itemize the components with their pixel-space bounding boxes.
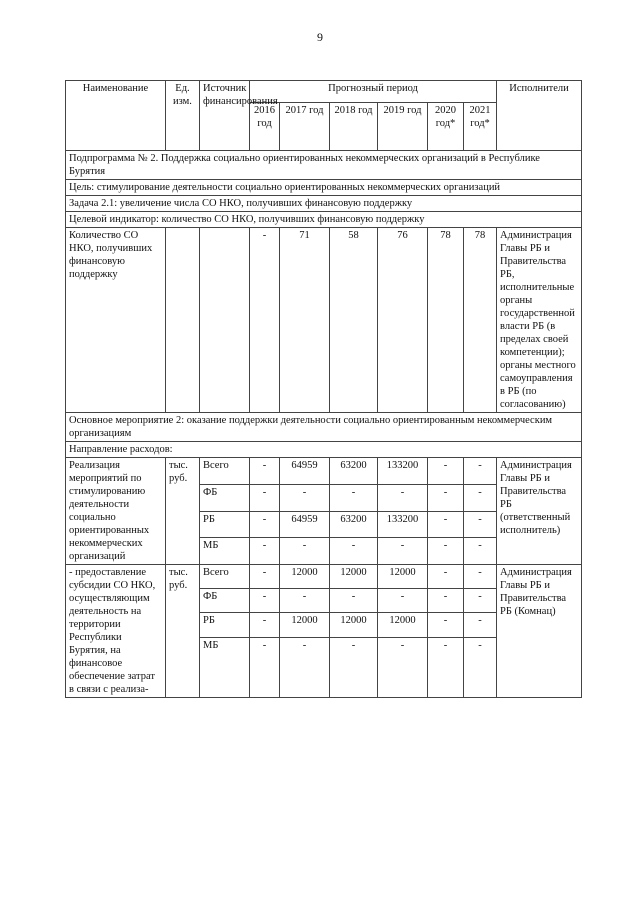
activity-value: -	[330, 538, 378, 565]
activity-source: ФБ	[200, 484, 250, 511]
indicator-executor: Администрация Главы РБ и Правительства РБ, исполнительные органы государственной власти РБ (в пределах своей компетенции); органы местного самоуправления в РБ (по согласованию)	[497, 228, 582, 413]
header-year: 2020 год*	[428, 103, 464, 151]
activity-name: - предоставление субсидии СО НКО, осуществляющим деятельность на территории Республики Бурятия, на финансовое обеспечение затрат в связи с реализа-	[66, 565, 166, 698]
header-executors: Исполнители	[497, 81, 582, 151]
activity-value: 133200	[378, 458, 428, 485]
header-year: 2016 год	[250, 103, 280, 151]
indicator-value: 71	[280, 228, 330, 413]
activity-source: МБ	[200, 637, 250, 697]
activity-executor: Администрация Главы РБ и Правительства РБ (ответственный исполнитель)	[497, 458, 582, 565]
activity-value: -	[378, 589, 428, 613]
activity-value: -	[464, 637, 497, 697]
header-year: 2021 год*	[464, 103, 497, 151]
activity-value: -	[250, 484, 280, 511]
activity-source: ФБ	[200, 589, 250, 613]
activity-value: 133200	[378, 511, 428, 538]
activity-value: -	[250, 589, 280, 613]
indicator-value: 58	[330, 228, 378, 413]
activity-value: 12000	[280, 613, 330, 637]
task-row: Задача 2.1: увеличение числа СО НКО, получивших финансовую поддержку	[66, 196, 582, 212]
activity-value: -	[378, 538, 428, 565]
activity-value: 64959	[280, 511, 330, 538]
indicator-unit	[166, 228, 200, 413]
activity-value: -	[428, 458, 464, 485]
activity-value: -	[280, 637, 330, 697]
header-year: 2018 год	[330, 103, 378, 151]
activity-value: 12000	[378, 565, 428, 589]
activity-value: -	[464, 511, 497, 538]
activity-value: -	[330, 637, 378, 697]
activity-value: -	[464, 458, 497, 485]
activity-value: -	[464, 484, 497, 511]
indicator-value: 78	[428, 228, 464, 413]
activity-value: -	[250, 637, 280, 697]
activity-value: -	[428, 637, 464, 697]
activity-source: МБ	[200, 538, 250, 565]
header-year: 2017 год	[280, 103, 330, 151]
activity-name: Реализация мероприятий по стимулированию деятельности социально ориентированных некоммерческих организаций	[66, 458, 166, 565]
goal-row: Цель: стимулирование деятельности социально ориентированных некоммерческих организаций	[66, 180, 582, 196]
activity-value: -	[250, 511, 280, 538]
header-source: Источник финансирования	[200, 81, 250, 151]
activity-value: -	[464, 538, 497, 565]
activity-value: -	[428, 589, 464, 613]
activity-value: 12000	[330, 613, 378, 637]
activity-source: Всего	[200, 458, 250, 485]
activity-value: -	[280, 589, 330, 613]
activity-value: -	[330, 484, 378, 511]
indicator-source	[200, 228, 250, 413]
activity-value: -	[428, 613, 464, 637]
activity-unit: тыс. руб.	[166, 458, 200, 565]
activity-executor: Администрация Главы РБ и Правительства РБ (Комнац)	[497, 565, 582, 698]
activity-value: 12000	[280, 565, 330, 589]
activity-value: 12000	[378, 613, 428, 637]
activity-value: -	[330, 589, 378, 613]
activity-value: -	[378, 637, 428, 697]
activity-value: -	[464, 589, 497, 613]
indicator-value: -	[250, 228, 280, 413]
activity-value: 63200	[330, 511, 378, 538]
indicator-value: 76	[378, 228, 428, 413]
indicator-name: Количество СО НКО, получивших финансовую поддержку	[66, 228, 166, 413]
activity-value: 64959	[280, 458, 330, 485]
indicator-value: 78	[464, 228, 497, 413]
header-forecast: Прогнозный период	[250, 81, 497, 103]
direction-row: Направление расходов:	[66, 442, 582, 458]
table-row	[66, 565, 582, 589]
header-unit: Ед. изм.	[166, 81, 200, 151]
activity-value: -	[378, 484, 428, 511]
header-name: Наименование	[66, 81, 166, 151]
activity-value: -	[250, 613, 280, 637]
activity-value: -	[428, 565, 464, 589]
activity-value: 12000	[330, 565, 378, 589]
main-activity-row: Основное мероприятие 2: оказание поддержки деятельности социально ориентированным некоммерческим организациям	[66, 413, 582, 442]
activity-source: РБ	[200, 613, 250, 637]
activity-value: -	[464, 565, 497, 589]
activity-value: -	[428, 538, 464, 565]
indicator-title-row: Целевой индикатор: количество СО НКО, получивших финансовую поддержку	[66, 212, 582, 228]
page-number: 9	[317, 30, 323, 44]
activity-value: -	[250, 565, 280, 589]
activity-value: 63200	[330, 458, 378, 485]
activity-unit: тыс. руб.	[166, 565, 200, 698]
table-row	[66, 228, 582, 413]
activity-source: РБ	[200, 511, 250, 538]
activity-value: -	[428, 484, 464, 511]
activity-source: Всего	[200, 565, 250, 589]
activity-value: -	[250, 458, 280, 485]
header-year: 2019 год	[378, 103, 428, 151]
subprogram-title: Подпрограмма № 2. Поддержка социально ориентированных некоммерческих организаций в Республике Бурятия	[66, 151, 582, 180]
program-table	[65, 80, 582, 698]
activity-value: -	[280, 538, 330, 565]
activity-value: -	[464, 613, 497, 637]
activity-value: -	[280, 484, 330, 511]
activity-value: -	[428, 511, 464, 538]
activity-value: -	[250, 538, 280, 565]
table-row	[66, 458, 582, 485]
